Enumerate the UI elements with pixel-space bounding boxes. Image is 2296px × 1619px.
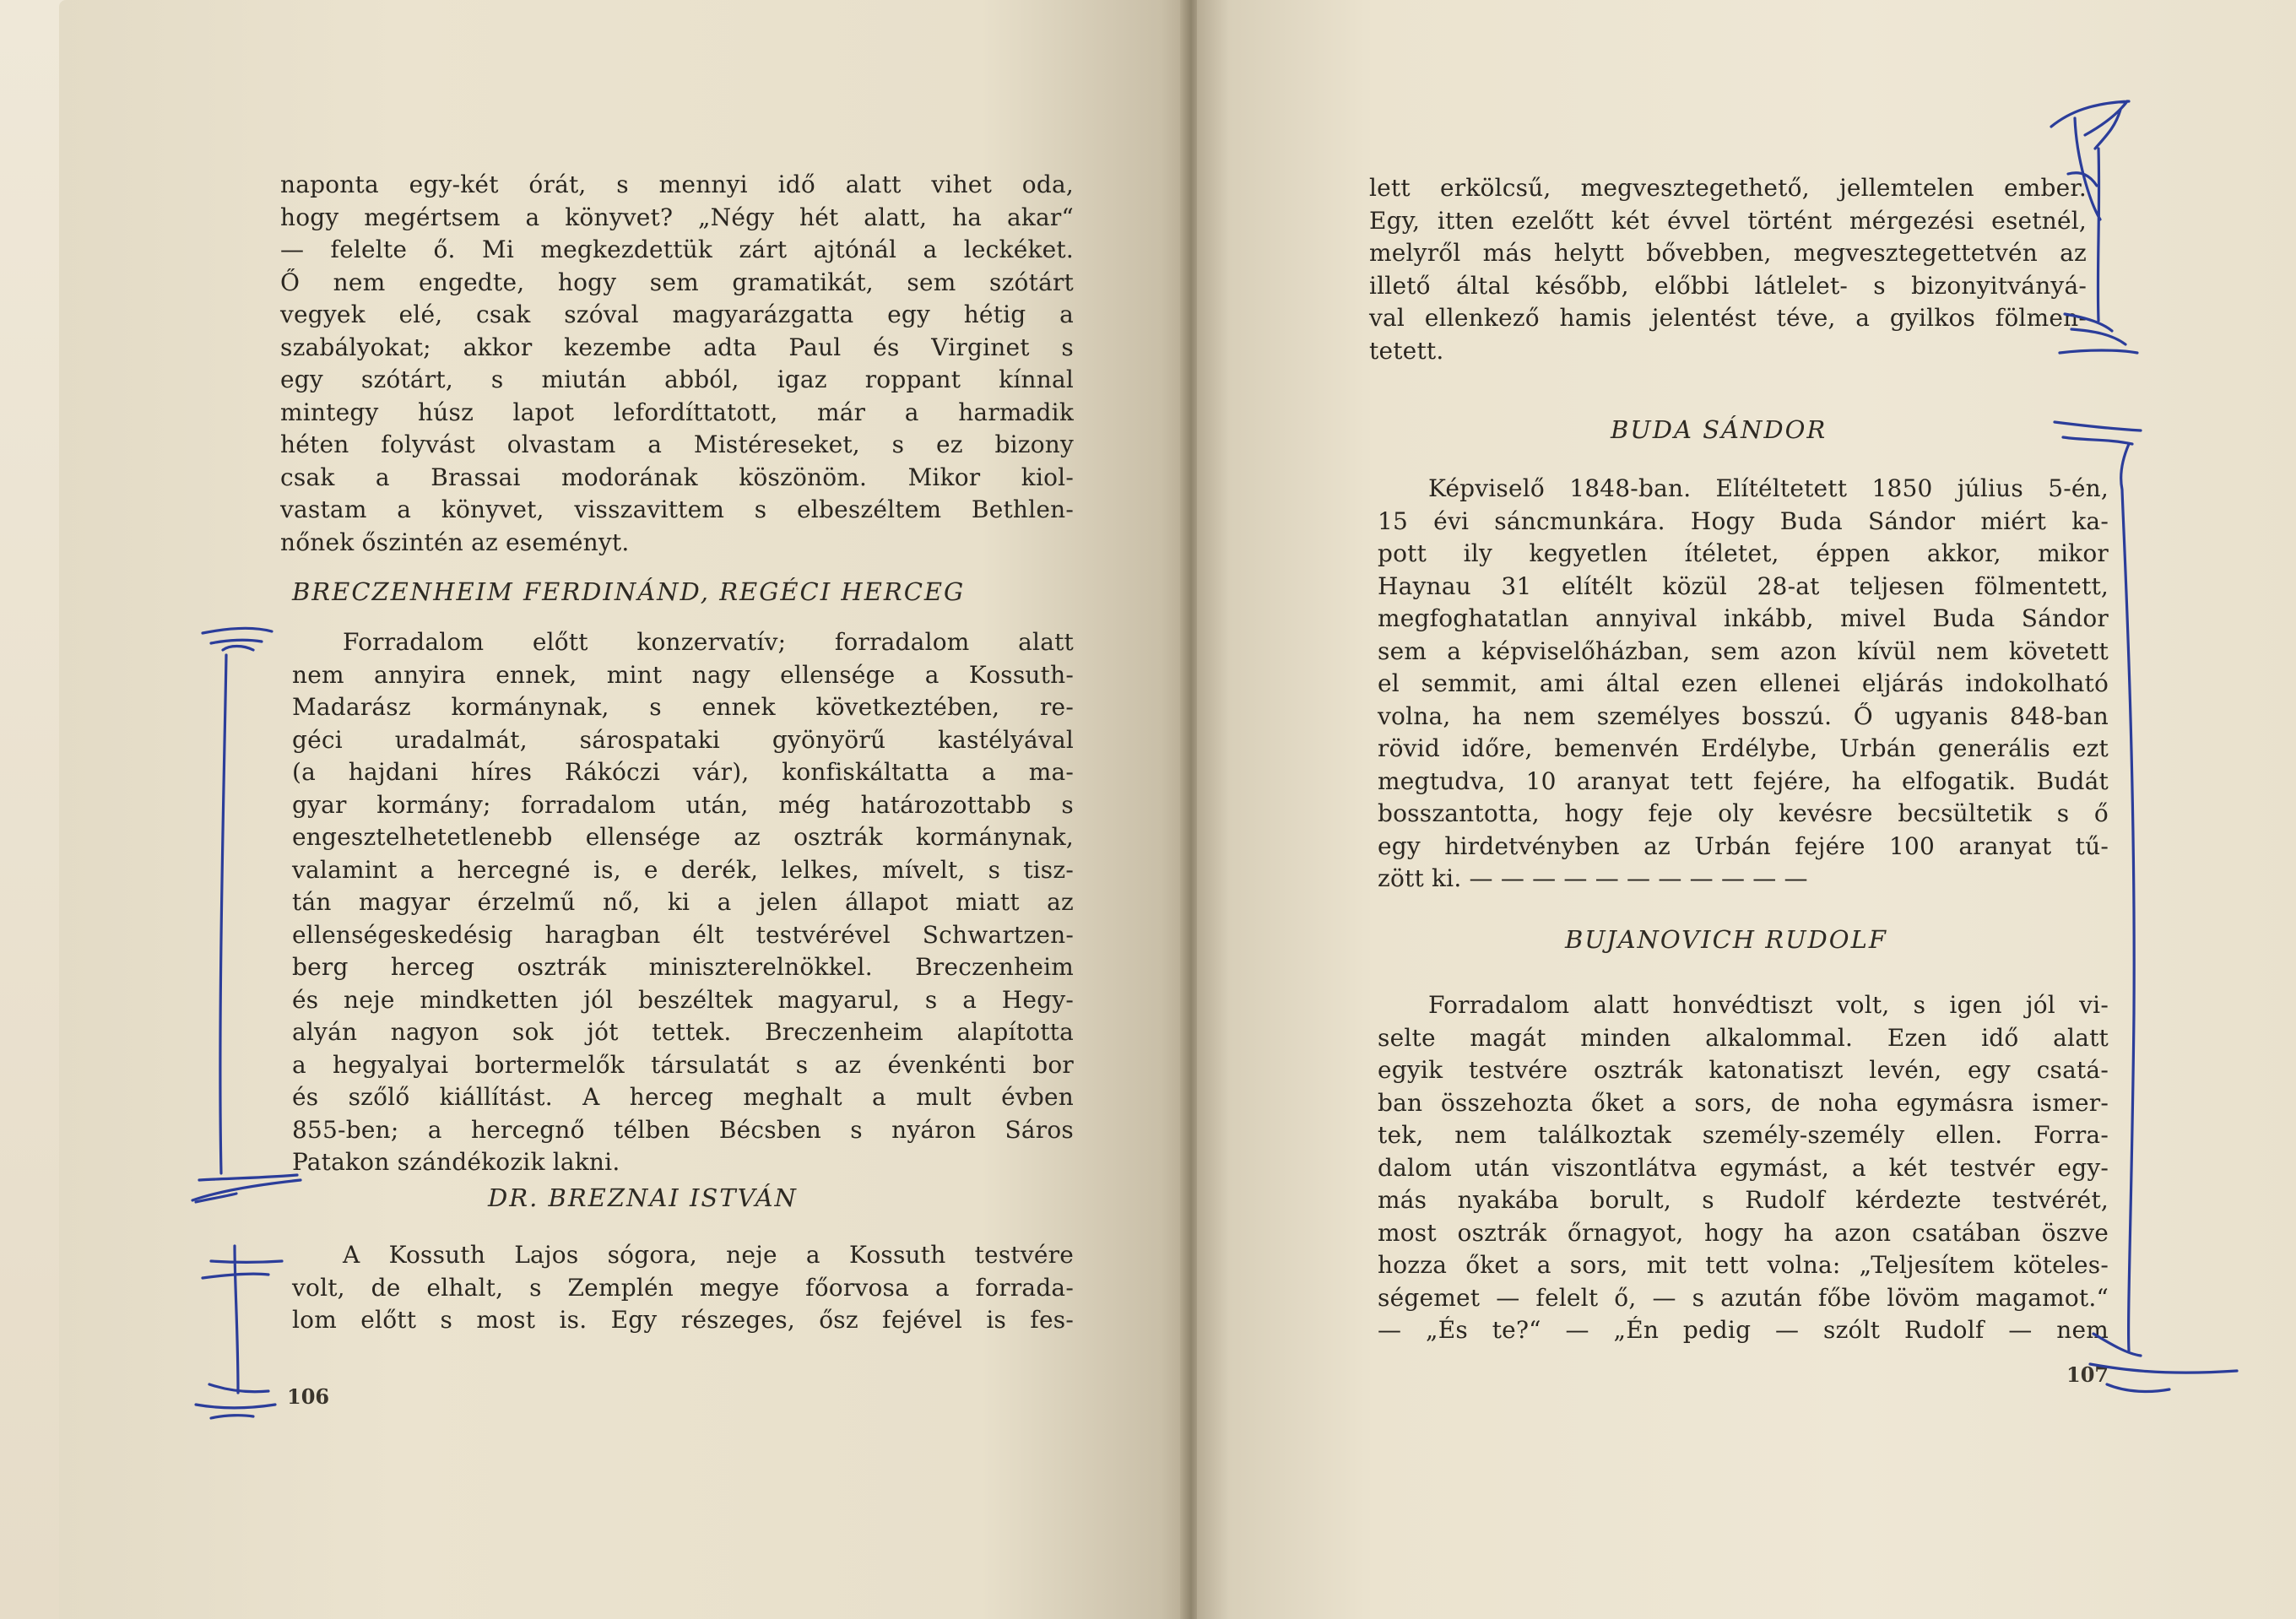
text-line: és szőlő kiállítást. A herceg meghalt a mult évben bbox=[292, 1083, 1074, 1111]
text-line: hozza őket a sors, mit tett volna: „Teljesítem köteles- bbox=[1378, 1251, 2109, 1279]
text-line: egy hirdetvényben az Urbán fejére 100 aranyat tű- bbox=[1378, 831, 2109, 860]
text-line: nem annyira ennek, mint nagy ellensége a Kossuth- bbox=[292, 660, 1074, 689]
text-line: géci uradalmát, sárospataki gyönyörű kastélyával bbox=[292, 725, 1074, 754]
text-line: tetett. bbox=[1369, 336, 1444, 365]
text-line: a hegyalyai bortermelők társulatát s az évenkénti bor bbox=[292, 1050, 1074, 1079]
right-paragraph-bujanovich bbox=[1378, 989, 2109, 1347]
text-line: Patakon szándékozik lakni. bbox=[292, 1148, 620, 1176]
left-heading-breznai: DR. BREZNAI ISTVÁN bbox=[488, 1183, 798, 1212]
text-line: hogy megértsem a könyvet? „Négy hét alatt, ha akar“ bbox=[280, 203, 1074, 231]
text-line: szabályokat; akkor kezembe adta Paul és Virginet s bbox=[280, 333, 1074, 361]
text-line: volt, de elhalt, s Zemplén megye főorvosa a forrada- bbox=[292, 1273, 1074, 1302]
text-line: mintegy húsz lapot lefordíttatott, már a harmadik bbox=[280, 398, 1074, 426]
text-line: Ő nem engedte, hogy sem gramatikát, sem szótárt bbox=[280, 268, 1074, 296]
text-line: A Kossuth Lajos sógora, neje a Kossuth testvére bbox=[343, 1241, 1074, 1269]
text-line: tán magyar érzelmű nő, ki a jelen állapot miatt az bbox=[292, 888, 1074, 916]
text-line: bosszantotta, hogy feje oly kevésre becsültetik s ő bbox=[1378, 799, 2109, 827]
left-heading-breczenheim: BRECZENHEIM FERDINÁND, REGÉCI HERCEG bbox=[292, 577, 966, 606]
text-line: rövid időre, bemenvén Erdélybe, Urbán generális ezt bbox=[1378, 734, 2109, 762]
text-line: Egy, itten ezelőtt két évvel történt mérgezési esetnél, bbox=[1369, 206, 2087, 235]
text-line: Forradalom előtt konzervatív; forradalom alatt bbox=[343, 628, 1074, 656]
text-line: Képviselő 1848-ban. Elítéltetett 1850 július 5-én, bbox=[1428, 474, 2109, 502]
text-line: ellenségeskedésig haragban élt testvérével Schwartzen- bbox=[292, 920, 1074, 949]
left-page bbox=[59, 0, 1183, 1619]
text-line: engesztelhetetlenebb ellensége az osztrák kormánynak, bbox=[292, 823, 1074, 851]
text-line: volna, ha nem személyes bosszú. Ő ugyanis 848-ban bbox=[1378, 701, 2109, 730]
text-line: csak a Brassai modorának köszönöm. Mikor kiol- bbox=[280, 463, 1074, 491]
right-heading-buda: BUDA SÁNDOR bbox=[1611, 415, 1828, 444]
text-line: ségemet — felelt ő, — s azután főbe lövöm magamot.“ bbox=[1378, 1283, 2109, 1312]
text-line: Madarász kormánynak, s ennek következtében, re- bbox=[292, 693, 1074, 721]
text-line: Haynau 31 elítélt közül 28-at teljesen fölmentett, bbox=[1378, 571, 2109, 600]
text-line: pott ily kegyetlen ítéletet, éppen akkor, mikor bbox=[1378, 539, 2109, 567]
text-line: sem a képviselőházban, sem azon kívül nem követett bbox=[1378, 636, 2109, 665]
text-line: héten folyvást olvastam a Mistéreseket, s ez bizony bbox=[280, 430, 1074, 458]
text-line: val ellenkező hamis jelentést téve, a gyilkos fölmen- bbox=[1369, 304, 2087, 332]
text-line: lett erkölcsű, megvesztegethető, jellemtelen ember. bbox=[1369, 174, 2087, 202]
left-page-number: 106 bbox=[287, 1384, 330, 1409]
text-line: Forradalom alatt honvédtiszt volt, s igen jól vi- bbox=[1428, 991, 2109, 1019]
text-line: megfoghatatlan annyival inkább, mivel Buda Sándor bbox=[1378, 604, 2109, 632]
text-line: megtudva, 10 aranyat tett fejére, ha elfogatik. Budát bbox=[1378, 766, 2109, 795]
text-line: vegyek elé, csak szóval magyarázgatta egy hétig a bbox=[280, 301, 1074, 328]
text-line: más nyakába borult, s Rudolf kérdezte testvérét, bbox=[1378, 1186, 2109, 1214]
text-line: — „És te?“ — „Én pedig — szólt Rudolf — nem bbox=[1378, 1316, 2109, 1344]
text-line: és neje mindketten jól beszéltek magyarul, s a Hegy- bbox=[292, 985, 1074, 1014]
right-paragraph-buda bbox=[1378, 473, 2109, 896]
text-line: zött ki. — — — — — — — — — — — bbox=[1378, 864, 1808, 892]
text-line: berg herceg osztrák miniszterelnökkel. Breczenheim bbox=[292, 953, 1074, 981]
text-line: 15 évi sáncmunkára. Hogy Buda Sándor miért ka- bbox=[1378, 506, 2109, 535]
text-line: alyán nagyon sok jót tettek. Breczenheim alapította bbox=[292, 1018, 1074, 1046]
text-line: selte magát minden alkalommal. Ezen idő alatt bbox=[1378, 1023, 2109, 1052]
text-line: 855-ben; a hercegnő télben Bécsben s nyáron Sáros bbox=[292, 1115, 1074, 1144]
text-line: illető által később, előbbi látlelet- s bizonyitványá- bbox=[1369, 271, 2087, 300]
text-line: most osztrák őrnagyot, hogy ha azon csatában öszve bbox=[1378, 1218, 2109, 1247]
right-page bbox=[1197, 0, 2296, 1619]
text-line: egy szótárt, s miután abból, igaz roppant kínnal bbox=[280, 365, 1074, 393]
left-paragraph-breczenheim bbox=[292, 626, 1074, 1179]
text-line: vastam a könyvet, visszavittem s elbeszéltem Bethlen- bbox=[280, 495, 1074, 523]
left-top-text bbox=[280, 169, 1074, 559]
text-line: egyik testvére osztrák katonatiszt levén, egy csatá- bbox=[1378, 1056, 2109, 1084]
right-heading-bujanovich: BUJANOVICH RUDOLF bbox=[1565, 925, 1887, 954]
text-line: ban összehozta őket a sors, de noha egymásra ismer- bbox=[1378, 1088, 2109, 1117]
text-line: valamint a hercegné is, e derék, lelkes, mívelt, s tisz- bbox=[292, 855, 1074, 884]
text-line: melyről más helytt bővebben, megvesztegettetvén az bbox=[1369, 239, 2087, 267]
right-page-number: 107 bbox=[2066, 1362, 2109, 1387]
text-line: tek, nem találkoztak személy-személy ellen. Forra- bbox=[1378, 1121, 2109, 1149]
left-paragraph-breznai bbox=[292, 1239, 1074, 1337]
text-line: lom előtt s most is. Egy részeges, ősz fejével is fes- bbox=[292, 1306, 1074, 1334]
text-line: nőnek őszintén az eseményt. bbox=[280, 528, 630, 556]
text-line: el semmit, ami által ezen ellenei eljárás indokolható bbox=[1378, 669, 2109, 697]
text-line: gyar kormány; forradalom után, még határozottabb s bbox=[292, 790, 1074, 819]
text-line: (a hajdani híres Rákóczi vár), konfiskáltatta a ma- bbox=[292, 758, 1074, 786]
text-line: dalom után viszontlátva egymást, a két testvér egy- bbox=[1378, 1153, 2109, 1182]
right-top-text bbox=[1369, 172, 2087, 367]
text-line: — felelte ő. Mi megkezdettük zárt ajtónál a leckéket. bbox=[280, 236, 1074, 263]
text-line: naponta egy-két órát, s mennyi idő alatt vihet oda, bbox=[280, 171, 1074, 198]
